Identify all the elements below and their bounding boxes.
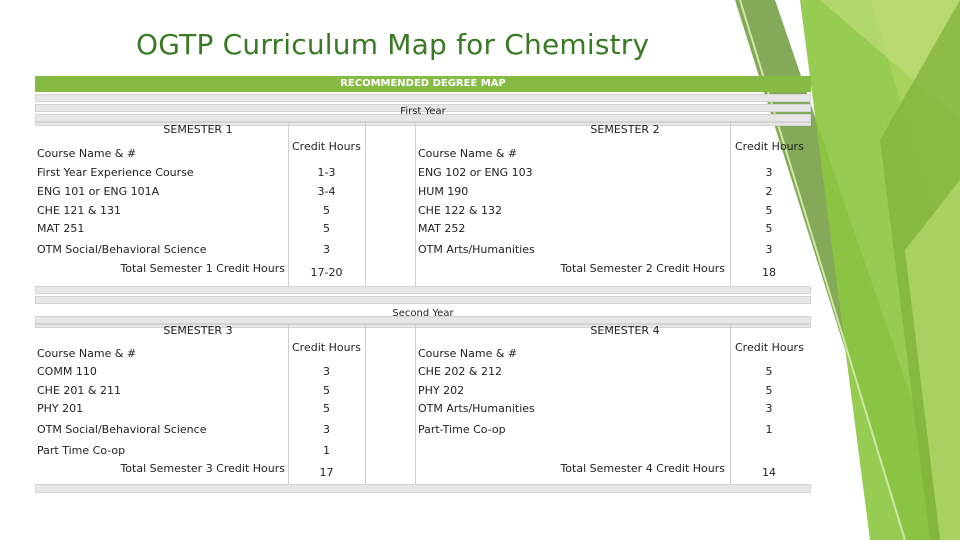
credit-hours: 1-3: [317, 166, 336, 179]
course-name: CHE 122 & 132: [418, 204, 502, 217]
credit-hours-header: Credit Hours: [735, 140, 804, 153]
degree-map-table: [35, 76, 811, 494]
course-name: Part-Time Co-op: [418, 423, 506, 436]
course-name: MAT 252: [418, 222, 466, 235]
course-name: PHY 201: [37, 402, 84, 415]
grid-line: [365, 122, 366, 286]
semester-3-total-label: Total Semester 3 Credit Hours: [120, 462, 285, 475]
semester-1-label: SEMESTER 1: [163, 123, 233, 136]
map-header: RECOMMENDED DEGREE MAP: [35, 76, 811, 92]
course-name: CHE 202 & 212: [418, 365, 502, 378]
credit-hours: 5: [323, 384, 330, 397]
course-name: CHE 201 & 211: [37, 384, 121, 397]
grid-line: [365, 324, 366, 488]
semester-4-total-label: Total Semester 4 Credit Hours: [560, 462, 725, 475]
course-name: MAT 251: [37, 222, 85, 235]
course-name: OTM Social/Behavioral Science: [37, 423, 207, 436]
course-name: ENG 102 or ENG 103: [418, 166, 533, 179]
credit-hours: 5: [323, 402, 330, 415]
spacer-bar: [35, 94, 811, 102]
credit-hours: 2: [765, 185, 773, 198]
credit-hours: 5: [323, 222, 330, 235]
spacer-bar: [35, 296, 811, 304]
credit-hours: 3: [765, 243, 773, 256]
credit-hours: 5: [765, 384, 773, 397]
course-name: OTM Arts/Humanities: [418, 402, 535, 415]
semester-4-total: 14: [762, 466, 776, 479]
credit-hours: 3-4: [317, 185, 336, 198]
course-name: First Year Experience Course: [37, 166, 194, 179]
credit-hours: 1: [323, 444, 330, 457]
credit-hours: 3: [323, 365, 330, 378]
semester-3-total: 17: [319, 466, 334, 479]
spacer-bar: [35, 484, 811, 493]
course-header: Course Name & #: [37, 347, 137, 360]
credit-hours: 3: [765, 166, 773, 179]
year-label-second: Second Year: [392, 308, 454, 319]
course-header: Course Name & #: [418, 347, 518, 360]
credit-hours: 3: [323, 243, 330, 256]
course-name: COMM 110: [37, 365, 97, 378]
semester-3-label: SEMESTER 3: [163, 324, 233, 337]
credit-hours: 5: [765, 204, 773, 217]
credit-hours-header: Credit Hours: [735, 341, 804, 354]
page-title: OGTP Curriculum Map for Chemistry: [136, 28, 650, 61]
course-name: HUM 190: [418, 185, 469, 198]
semester-1-total: 17-20: [310, 266, 343, 279]
credit-hours: 3: [765, 402, 773, 415]
credit-hours-header: Credit Hours: [292, 341, 361, 354]
semester-2-label: SEMESTER 2: [590, 123, 660, 136]
spacer-bar: [35, 286, 811, 294]
credit-hours-header: Credit Hours: [292, 140, 361, 153]
course-header: Course Name & #: [37, 147, 137, 160]
semester-2-total: 18: [762, 266, 776, 279]
credit-hours: 5: [765, 365, 773, 378]
year-label-first: First Year: [400, 106, 446, 117]
course-name: ENG 101 or ENG 101A: [37, 185, 160, 198]
course-name: PHY 202: [418, 384, 465, 397]
semester-2-total-label: Total Semester 2 Credit Hours: [560, 262, 725, 275]
course-name: OTM Arts/Humanities: [418, 243, 535, 256]
credit-hours: 3: [323, 423, 330, 436]
credit-hours: 5: [765, 222, 773, 235]
course-header: Course Name & #: [418, 147, 518, 160]
course-name: CHE 121 & 131: [37, 204, 121, 217]
course-name: Part Time Co-op: [37, 444, 126, 457]
credit-hours: 5: [323, 204, 330, 217]
semester-4-label: SEMESTER 4: [590, 324, 660, 337]
credit-hours: 1: [765, 423, 773, 436]
course-name: OTM Social/Behavioral Science: [37, 243, 207, 256]
semester-1-total-label: Total Semester 1 Credit Hours: [120, 262, 285, 275]
